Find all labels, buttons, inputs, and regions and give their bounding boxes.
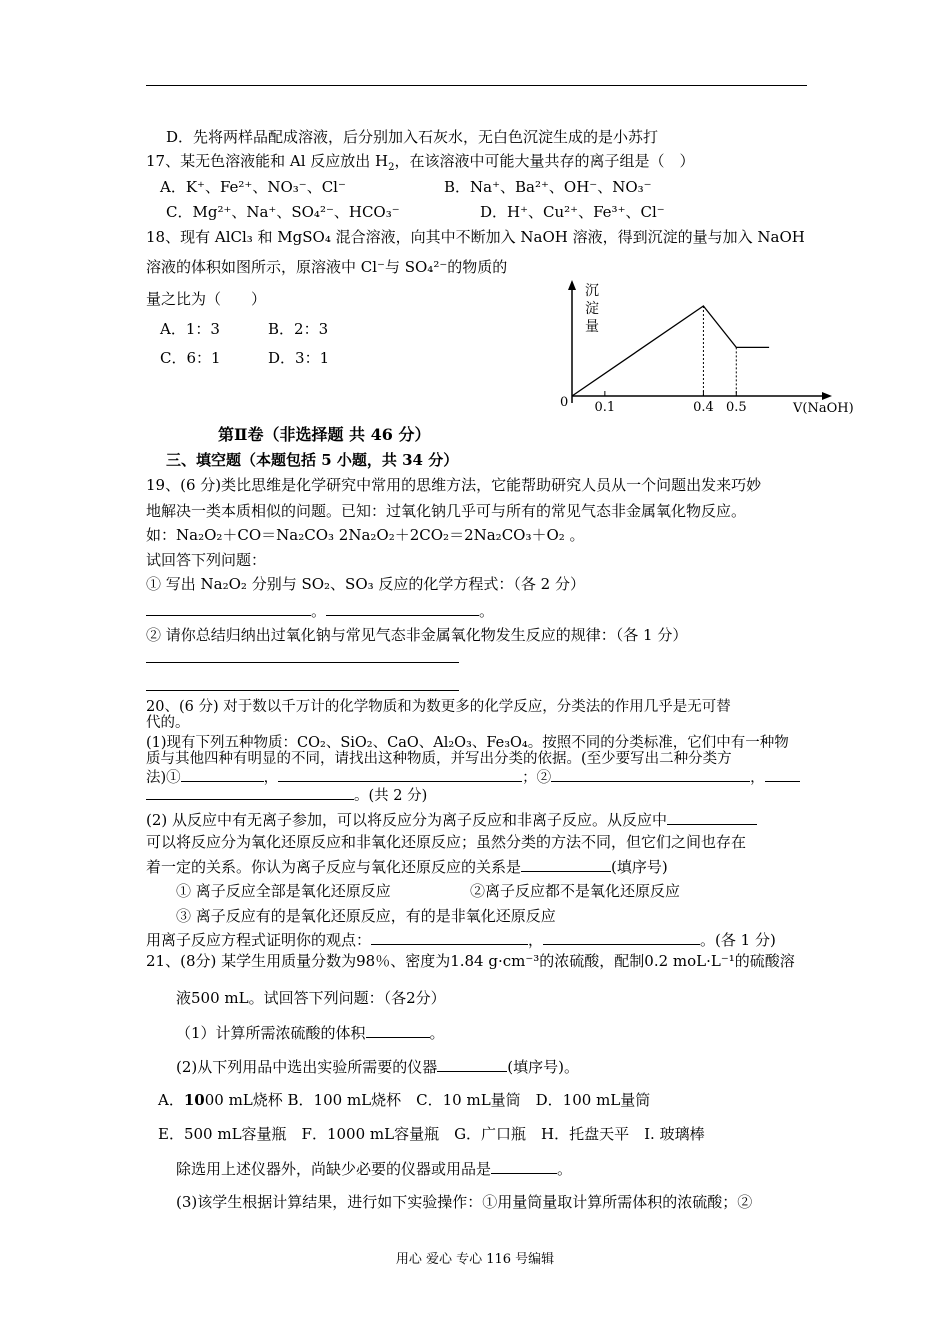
q20-blank-8[interactable] [543, 930, 700, 945]
q19-line7: ② 请你总结归纳出过氧化钠与常见气态非金属氧化物发生反应的规律：（各 1 分） [146, 626, 688, 644]
q19-blank-2[interactable] [326, 601, 479, 616]
q21-blank-3[interactable] [491, 1159, 557, 1174]
q20-blank-3[interactable] [551, 767, 750, 782]
q17-option-b: B．Na⁺、Ba²⁺、OH⁻、NO₃⁻ [444, 178, 652, 196]
q20-line8: 可以将反应分为氧化还原反应和非氧化还原反应；虽然分类的方法不同，但它们之间也存在 [146, 833, 747, 851]
q18-option-d: D．3：1 [268, 349, 330, 367]
q21-options-row2: E．500 mL容量瓶 F．1000 mL容量瓶 G．广口瓶 H．托盘天平 I. 玻璃棒 [158, 1125, 705, 1143]
q20-blank-2[interactable] [278, 767, 522, 782]
q19-blank-row: 。 。 [146, 601, 494, 620]
q18-option-a: A．1：3 [160, 320, 220, 338]
q18-stem-line3: 量之比为（ ） [146, 290, 267, 308]
q20-line5: 法)① ， ；② ， [146, 767, 800, 787]
q18-option-c: C．6：1 [160, 349, 221, 367]
q17-stem: 17、某无色溶液能和 Al 反应放出 $H_2$，在该溶液中可能大量共存的离子组是（ ） [146, 152, 695, 173]
q20-line7: (2) 从反应中有无离子参加，可以将反应分为离子反应和非离子反应。从反应中 [146, 810, 757, 829]
q17-option-a: A．K⁺、Fe²⁺、NO₃⁻、Cl⁻ [160, 178, 346, 196]
q21-q1: （1）计算所需浓硫酸的体积 。 [176, 1024, 445, 1042]
q20-blank-7[interactable] [371, 930, 528, 945]
q21-line2: 液500 mL。试回答下列问题：（各2分） [176, 989, 446, 1007]
q16-option-d: D．先将两样品配成溶液，后分别加入石灰水，无白色沉淀生成的是小苏打 [166, 128, 659, 146]
q17-option-d: D．H⁺、Cu²⁺、Fe³⁺、Cl⁻ [480, 203, 665, 221]
q21-q3: (3)该学生根据计算结果，进行如下实验操作：①用量筒量取计算所需体积的浓硫酸；② [176, 1193, 753, 1211]
x-tick-label-3: 0.5 [725, 400, 747, 415]
q18-stem-line2: 溶液的体积如图所示，原溶液中 Cl⁻与 SO₄²⁻的物质的 [146, 258, 508, 276]
q21-q2b: 除选用上述仪器外，尚缺少必要的仪器或用品是 。 [176, 1160, 573, 1178]
q19-blank-3[interactable] [146, 648, 459, 663]
q20-option-1: ① 离子反应全部是氧化还原反应 [176, 882, 391, 900]
y-label-char-2: 淀 [585, 301, 599, 317]
q18-option-b: B．2：3 [268, 320, 329, 338]
precipitate-chart [555, 278, 865, 423]
y-axis-arrow [568, 280, 576, 290]
x-axis-label: V(NaOH) [793, 401, 854, 416]
q19-line5: ① 写出 Na₂O₂ 分别与 SO₂、SO₃ 反应的化学方程式：（各 2 分） [146, 575, 585, 593]
q20-line4: 质与其他四种有明显的不同，请找出这种物质，并写出分类的依据。(至少要写出二种分类方 [146, 751, 732, 767]
q20-line3: (1)现有下列五种物质：CO₂、SiO₂、CaO、Al₂O₃、Fe₃O₄。按照不同的分类标准，它们中有一种物 [146, 735, 789, 751]
q19-line3: 如：Na₂O₂＋CO＝Na₂CO₃ 2Na₂O₂＋2CO₂＝2Na₂CO₃＋O₂ 。 [146, 526, 585, 544]
q20-line12: 用离子反应方程式证明你的观点： ， 。(各 1 分) [146, 931, 776, 949]
q19-blank-4[interactable] [146, 676, 459, 691]
q18-stem-line1: 18、现有 AlCl₃ 和 MgSO₄ 混合溶液，向其中不断加入 NaOH 溶液，得到沉淀的量与加入 NaOH [146, 228, 805, 246]
q20-line2: 代的。 [146, 715, 190, 731]
y-label-char-3: 量 [585, 319, 599, 335]
header-rule [146, 85, 807, 86]
q20-line1: 20、(6 分) 对于数以千万计的化学物质和为数更多的化学反应，分类法的作用几乎是无可替 [146, 699, 731, 715]
q19-line2: 地解决一类本质相似的问题。已知：过氧化钠几乎可与所有的常见气态非金属氧化物反应。 [146, 502, 747, 520]
q21-blank-2[interactable] [437, 1057, 507, 1072]
q21-q2: (2)从下列用品中选出实验所需要的仪器 (填序号)。 [176, 1058, 579, 1076]
q20-blank-1[interactable] [181, 767, 264, 782]
q19-blank-1[interactable] [146, 601, 311, 616]
section-title: 三、填空题（本题包括 5 小题，共 34 分） [166, 451, 459, 469]
x-axis-arrow [822, 392, 832, 400]
q20-blank-4[interactable] [765, 767, 800, 782]
x-tick-label-2: 0.4 [693, 400, 714, 415]
q20-blank-5[interactable] [667, 810, 757, 825]
q19-line4: 试回答下列问题： [146, 551, 267, 569]
q17-option-c: C．Mg²⁺、Na⁺、SO₄²⁻、HCO₃⁻ [166, 203, 400, 221]
y-label-char-1: 沉 [585, 283, 599, 299]
origin-label: 0 [560, 395, 569, 410]
q20-line6: 。(共 2 分) [146, 785, 427, 805]
series-line [572, 306, 769, 396]
part2-title: 第Ⅱ卷（非选择题 共 46 分） [218, 425, 431, 444]
q21-options-row1: A．1000 mL烧杯 B．100 mL烧杯 C．10 mL量筒 D．100 mL量筒 [158, 1091, 651, 1109]
x-tick-label-1: 0.1 [594, 400, 616, 415]
q21-line1: 21、(8分) 某学生用质量分数为98％、密度为1.84 g·cm⁻³的浓硫酸，配制0.2 moL·L⁻¹的硫酸溶 [146, 952, 795, 970]
q21-blank-1[interactable] [366, 1023, 430, 1038]
q20-option-3: ③ 离子反应有的是氧化还原反应，有的是非氧化还原反应 [176, 907, 556, 925]
q19-line1: 19、(6 分)类比思维是化学研究中常用的思维方法，它能帮助研究人员从一个问题出发来巧妙 [146, 476, 762, 494]
page-footer: 用心 爱心 专心 116 号编辑 [395, 1252, 555, 1267]
q20-blank-6[interactable] [521, 857, 611, 872]
q20-blank-4b[interactable] [146, 785, 354, 800]
q20-option-2: ②离子反应都不是氧化还原反应 [470, 882, 681, 900]
q20-line9: 着一定的关系。你认为离子反应与氧化还原反应的关系是 (填序号) [146, 858, 668, 876]
